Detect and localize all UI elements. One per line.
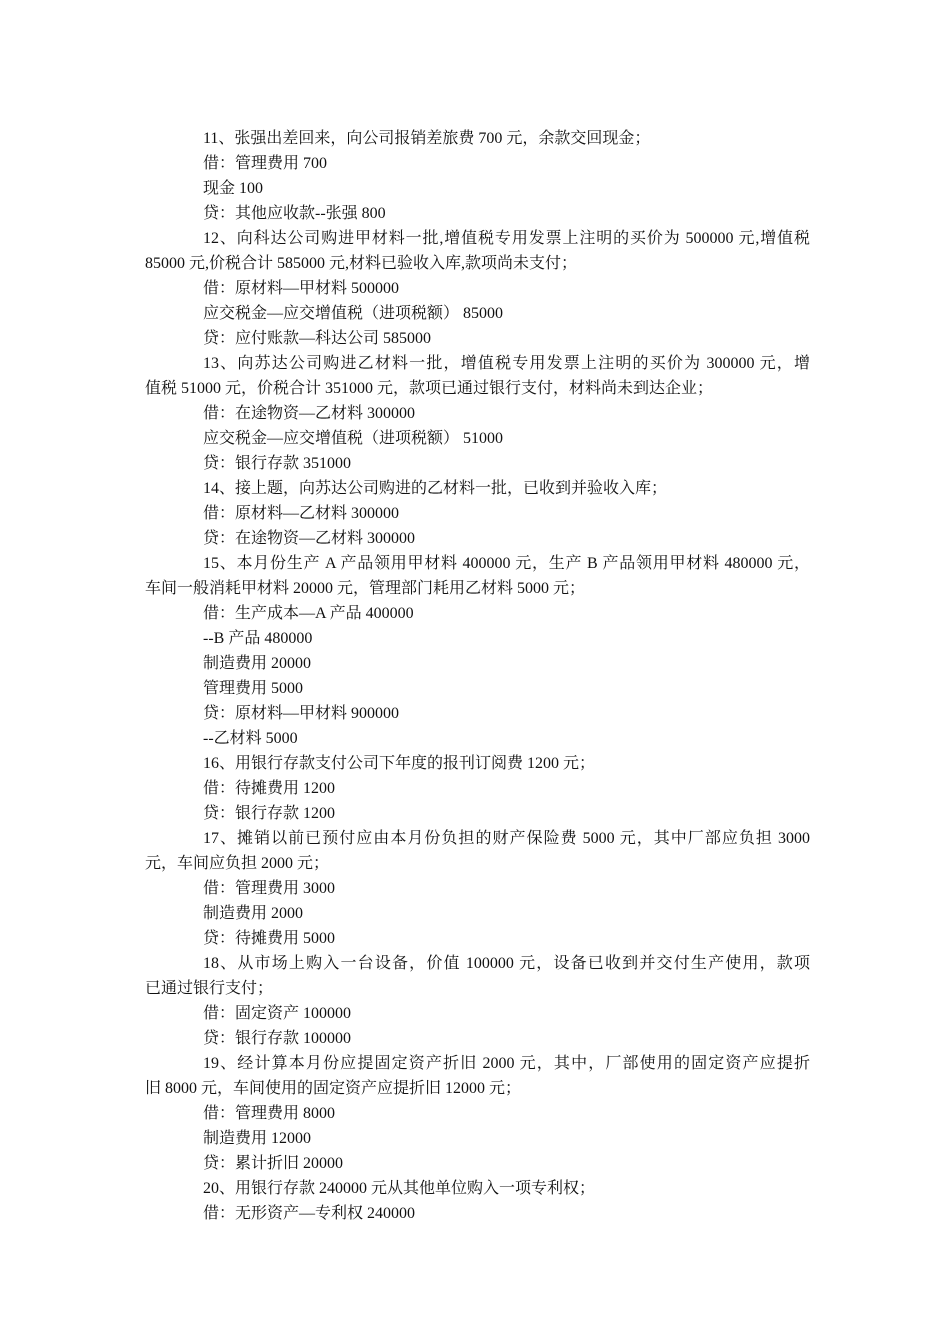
entry-11-debit-2: 现金 100 [203, 180, 264, 197]
entry-15-credit-2: --乙材料 5000 [203, 730, 298, 747]
entry-12-question: 12、向科达公司购进甲材料一批,增值税专用发票上注明的买价为 500000 元,增值税 [203, 230, 810, 247]
entry-11-debit: 借：管理费用 700 [203, 155, 328, 172]
entry-15-debit: 借：生产成本—A 产品 400000 [203, 605, 414, 622]
entry-15-question-cont: 车间一般消耗甲材料 20000 元，管理部门耗用乙材料 5000 元； [145, 580, 586, 597]
entry-19-question-cont: 旧 8000 元，车间使用的固定资产应提折旧 12000 元； [145, 1080, 522, 1097]
entry-19-debit: 借：管理费用 8000 [203, 1105, 336, 1122]
entry-11-question: 11、张强出差回来，向公司报销差旅费 700 元，余款交回现金； [203, 130, 651, 147]
entry-14-question: 14、接上题，向苏达公司购进的乙材料一批，已收到并验收入库； [203, 480, 668, 497]
entry-12-debit-2: 应交税金—应交增值税（进项税额） 85000 [203, 305, 504, 322]
entry-13-debit: 借：在途物资—乙材料 300000 [203, 405, 416, 422]
entry-17-debit: 借：管理费用 3000 [203, 880, 336, 897]
entry-17-question: 17、摊销以前已预付应由本月份负担的财产保险费 5000 元，其中厂部应负担 3000 [203, 830, 810, 847]
entry-17-credit: 贷：待摊费用 5000 [203, 930, 336, 947]
entry-18-question-cont: 已通过银行支付； [145, 980, 274, 997]
entry-14-credit: 贷：在途物资—乙材料 300000 [203, 530, 416, 547]
entry-16-debit: 借：待摊费用 1200 [203, 780, 336, 797]
entry-11-credit: 贷：其他应收款--张强 800 [203, 205, 386, 222]
entry-12-question-cont: 85000 元,价税合计 585000 元,材料已验收入库,款项尚未支付； [145, 255, 578, 272]
entry-15-debit-2: --B 产品 480000 [203, 630, 313, 647]
entry-13-debit-2: 应交税金—应交增值税（进项税额） 51000 [203, 430, 504, 447]
entry-19-question: 19、经计算本月份应提固定资产折旧 2000 元，其中，厂部使用的固定资产应提折 [203, 1055, 810, 1072]
entry-14-debit: 借：原材料—乙材料 300000 [203, 505, 400, 522]
entry-18-question: 18、从市场上购入一台设备，价值 100000 元，设备已收到并交付生产使用，款项 [203, 955, 810, 972]
entry-19-debit-2: 制造费用 12000 [203, 1130, 312, 1147]
entry-15-debit-3: 制造费用 20000 [203, 655, 312, 672]
document-body [145, 126, 810, 1226]
entry-12-debit: 借：原材料—甲材料 500000 [203, 280, 400, 297]
entry-15-credit: 贷：原材料—甲材料 900000 [203, 705, 400, 722]
entry-15-debit-4: 管理费用 5000 [203, 680, 304, 697]
entry-18-credit: 贷：银行存款 100000 [203, 1030, 352, 1047]
entry-20-debit: 借：无形资产—专利权 240000 [203, 1205, 416, 1222]
entry-19-credit: 贷：累计折旧 20000 [203, 1155, 344, 1172]
entry-18-debit: 借：固定资产 100000 [203, 1005, 352, 1022]
entry-12-credit: 贷：应付账款—科达公司 585000 [203, 330, 432, 347]
entry-13-credit: 贷：银行存款 351000 [203, 455, 352, 472]
entry-16-credit: 贷：银行存款 1200 [203, 805, 336, 822]
entry-15-question: 15、本月份生产 A 产品领用甲材料 400000 元，生产 B 产品领用甲材料 480000 元， [203, 555, 810, 572]
entry-20-question: 20、用银行存款 240000 元从其他单位购入一项专利权； [203, 1180, 596, 1197]
entry-17-question-cont: 元，车间应负担 2000 元； [145, 855, 330, 872]
entry-13-question-cont: 值税 51000 元，价税合计 351000 元，款项已通过银行支付，材料尚未到达企业； [145, 380, 714, 397]
entry-17-debit-2: 制造费用 2000 [203, 905, 304, 922]
entry-16-question: 16、用银行存款支付公司下年度的报刊订阅费 1200 元； [203, 755, 596, 772]
entry-13-question: 13、向苏达公司购进乙材料一批，增值税专用发票上注明的买价为 300000 元，增 [203, 355, 810, 372]
